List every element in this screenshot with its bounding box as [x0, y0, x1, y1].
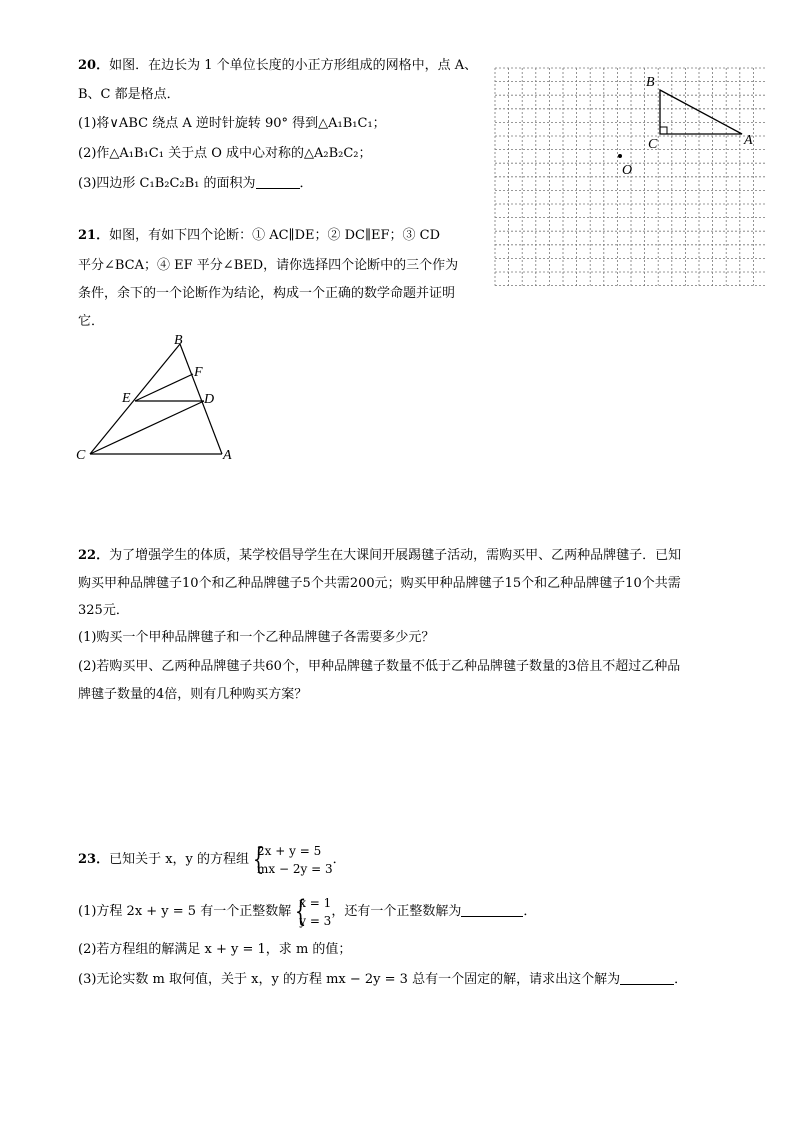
q20-part2: (2)作△A₁B₁C₁ 关于点 O 成中心对称的△A₂B₂C₂； [78, 146, 372, 161]
q22-number: 22． [78, 548, 110, 563]
q23-sol-x: x = 1 [299, 895, 332, 910]
q22-part1: (1)购买一个甲种品牌毽子和一个乙种品牌毽子各需要多少元？ [78, 630, 435, 645]
q23-equation-system: { 2x + y = 5 mx − 2y = 3 [252, 841, 333, 877]
q23-intro: 已知关于 x，y 的方程组 [109, 852, 250, 867]
fig-label-a: A [223, 448, 232, 463]
q20-text-line2: B、C 都是格点． [78, 87, 180, 102]
q22-text-line3: 325元． [78, 603, 129, 618]
q20-grid-figure [494, 66, 766, 292]
q21-text-line2: 平分∠BCA；④ EF 平分∠BED，请你选择四个论断中的三个作为 [78, 258, 459, 273]
q23-part1-end: ． [523, 904, 537, 919]
q23-part1-blank[interactable] [461, 902, 523, 917]
q23-part3-blank[interactable] [620, 970, 674, 985]
q20-part3-end: ． [299, 176, 313, 191]
q23-part3-end: ． [674, 972, 688, 987]
q23-part3 [78, 970, 687, 990]
q21-text-line1: 如图，有如下四个论断：① AC∥DE；② DC∥EF；③ CD [109, 228, 440, 243]
q23-eq2: mx − 2y = 3 [257, 861, 333, 876]
q23-part1-text2: ，还有一个正整数解为 [331, 904, 462, 919]
q21-text-line4: 它． [78, 314, 105, 329]
q23-part1-text: (1)方程 2x + y = 5 有一个正整数解 [78, 904, 292, 919]
q20-answer-blank[interactable] [256, 174, 300, 189]
q23-part3-text: (3)无论实数 m 取何值，关于 x，y 的方程 mx − 2y = 3 总有一个固定的解，请求出这个解为 [78, 972, 621, 987]
q21-triangle-figure [70, 334, 240, 464]
q20-part3-text: (3)四边形 C₁B₂C₂B₁ 的面积为 [78, 176, 256, 191]
q22-text-line1: 为了增强学生的体质，某学校倡导学生在大课间开展踢毽子活动，需购买甲、乙两种品牌毽子．已知 [109, 548, 682, 563]
label-o: O [622, 163, 633, 178]
label-b: B [646, 75, 655, 90]
point-o [618, 154, 622, 158]
fig-label-e: E [122, 391, 131, 406]
q21-text-line3: 条件，余下的一个论断作为结论，构成一个正确的数学命题并证明 [78, 286, 456, 301]
label-c: C [648, 137, 658, 152]
q23-sol-y: y = 3 [299, 913, 332, 928]
label-a: A [744, 133, 753, 148]
right-angle-mark [660, 127, 667, 134]
q23-part1-solution: { x = 1 y = 3 [295, 893, 332, 929]
fig-label-d: D [204, 392, 215, 407]
q21-line1 [78, 226, 440, 246]
q22-part2-line1: (2)若购买甲、乙两种品牌毽子共60个，甲种品牌毽子数量不低于乙种品牌毽子数量的3倍且不超过乙种品 [78, 659, 681, 674]
q23-intro-end: ． [332, 852, 346, 867]
q20-part3 [78, 174, 313, 194]
triangle-abc [660, 90, 742, 134]
q23-part1 [78, 892, 536, 932]
q22-part2-line2: 牌毽子数量的4倍，则有几种购买方案？ [78, 687, 308, 702]
q23-part2: (2)若方程组的解满足 x + y = 1，求 m 的值； [78, 942, 352, 957]
q20-line1 [78, 56, 477, 76]
q22-line1 [78, 546, 681, 566]
q20-text-line1: 如图．在边长为 1 个单位长度的小正方形组成的网格中，点 A、 [109, 58, 478, 73]
q20-number: 20． [78, 58, 110, 73]
q23-line1 [78, 840, 346, 880]
q23-eq1: 2x + y = 5 [257, 843, 322, 858]
fig-label-c: C [76, 448, 86, 463]
q21-number: 21． [78, 228, 110, 243]
fig-label-f: F [194, 365, 203, 380]
fig-label-b: B [174, 334, 183, 348]
q23-number: 23． [78, 852, 110, 867]
q20-part1: (1)将∨ABC 绕点 A 逆时针旋转 90° 得到△A₁B₁C₁； [78, 116, 386, 131]
q22-text-line2: 购买甲种品牌毽子10个和乙种品牌毽子5个共需200元；购买甲种品牌毽子15个和乙种品牌毽子10个共需 [78, 576, 681, 591]
